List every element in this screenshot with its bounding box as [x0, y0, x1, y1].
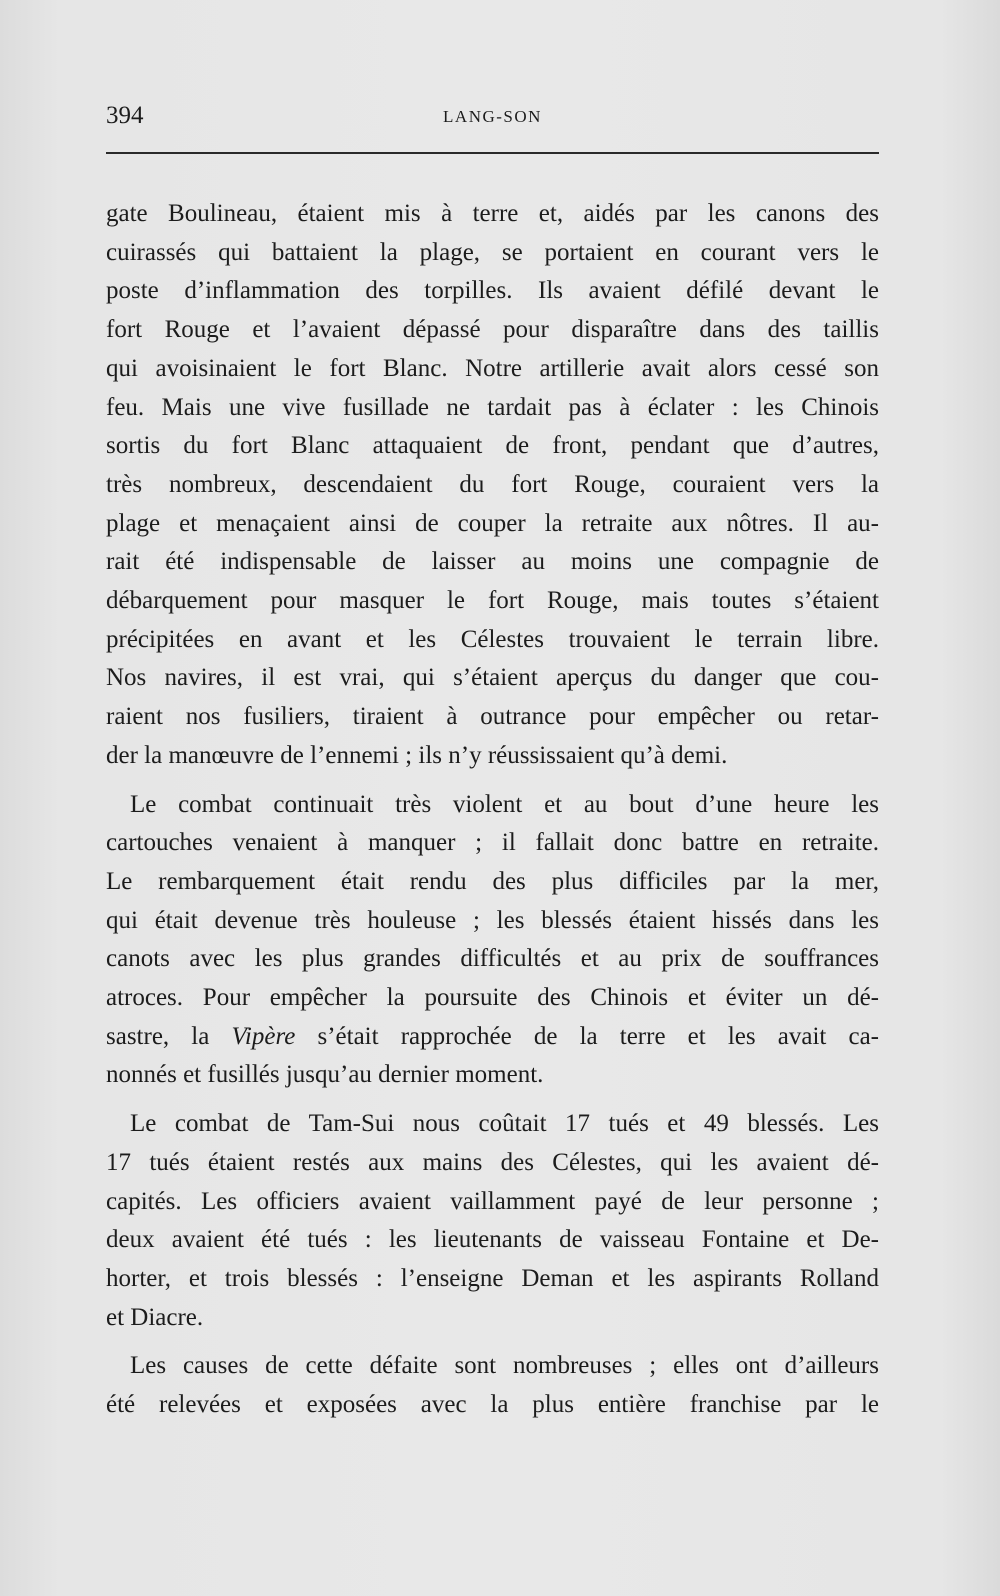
text-line: précipitées en avant et les Célestes trouvaient le terrain libre.: [106, 625, 879, 653]
text-line: Nos navires, il est vrai, qui s’étaient aperçus du danger que cou-: [106, 664, 879, 692]
paragraph-1: [106, 195, 879, 776]
text-line: gate Boulineau, étaient mis à terre et, aidés par les canons des: [106, 200, 879, 227]
text-line: qui était devenue très houleuse ; les blessés étaient hissés dans les: [106, 906, 879, 934]
text-line: plage et menaçaient ainsi de couper la retraite aux nôtres. Il au-: [106, 509, 879, 537]
text-segment: s’était rapprochée de la terre et les avait ca-: [295, 1022, 879, 1050]
text-line: [106, 1018, 879, 1057]
text-line: Les causes de cette défaite sont nombreuses ; elles ont d’ailleurs: [130, 1352, 879, 1380]
text-line: feu. Mais une vive fusillade ne tardait pas à éclater : les Chinois: [106, 393, 879, 421]
text-line: Le rembarquement était rendu des plus difficiles par la mer,: [106, 867, 879, 895]
text-line: Le combat continuait très violent et au bout d’une heure les: [130, 790, 879, 818]
text-line: fort Rouge et l’avaient dépassé pour disparaître dans des taillis: [106, 316, 879, 344]
text-segment: sastre, la: [106, 1022, 232, 1050]
page-header: [106, 100, 879, 132]
ship-name-italic: Vipère: [231, 1022, 296, 1050]
text-line: Le combat de Tam-Sui nous coûtait 17 tués et 49 blessés. Les: [130, 1110, 879, 1138]
text-line: et Diacre.: [106, 1303, 204, 1331]
text-line: nonnés et fusillés jusqu’au dernier moment.: [106, 1061, 544, 1089]
page-number: 394: [106, 102, 144, 129]
text-line: rait été indispensable de laisser au moins une compagnie de: [106, 548, 879, 576]
running-title: LANG-SON: [443, 107, 542, 126]
text-line: capités. Les officiers avaient vaillamment payé de leur personne ;: [106, 1187, 879, 1215]
text-line: poste d’inflammation des torpilles. Ils avaient défilé devant le: [106, 277, 879, 305]
text-line: horter, et trois blessés : l’enseigne Deman et les aspirants Rolland: [106, 1264, 879, 1292]
text-line: 17 tués étaient restés aux mains des Célestes, qui les avaient dé-: [106, 1148, 879, 1176]
text-line: débarquement pour masquer le fort Rouge, mais toutes s’étaient: [106, 587, 879, 615]
text-line: qui avoisinaient le fort Blanc. Notre artillerie avait alors cessé son: [106, 354, 879, 382]
paragraph-4: [106, 1347, 879, 1424]
text-line: canots avec les plus grandes difficultés et au prix de souffrances: [106, 945, 879, 973]
text-line: deux avaient été tués : les lieutenants de vaisseau Fontaine et De-: [106, 1226, 879, 1254]
text-line: sortis du fort Blanc attaquaient de front, pendant que d’autres,: [106, 432, 879, 460]
text-line: atroces. Pour empêcher la poursuite des Chinois et éviter un dé-: [106, 984, 879, 1012]
body-text: [106, 195, 879, 1425]
text-line: der la manœuvre de l’ennemi ; ils n’y réussissaient qu’à demi.: [106, 741, 728, 769]
text-line: cartouches venaient à manquer ; il fallait donc battre en retraite.: [106, 829, 879, 857]
text-line: cuirassés qui battaient la plage, se portaient en courant vers le: [106, 238, 879, 266]
header-rule: [106, 152, 879, 154]
paragraph-3: [106, 1105, 879, 1337]
text-line: été relevées et exposées avec la plus entière franchise par le: [106, 1391, 879, 1419]
paragraph-2: [106, 786, 879, 1096]
text-line: raient nos fusiliers, tiraient à outrance pour empêcher ou retar-: [106, 703, 879, 731]
text-line: très nombreux, descendaient du fort Rouge, couraient vers la: [106, 470, 879, 498]
